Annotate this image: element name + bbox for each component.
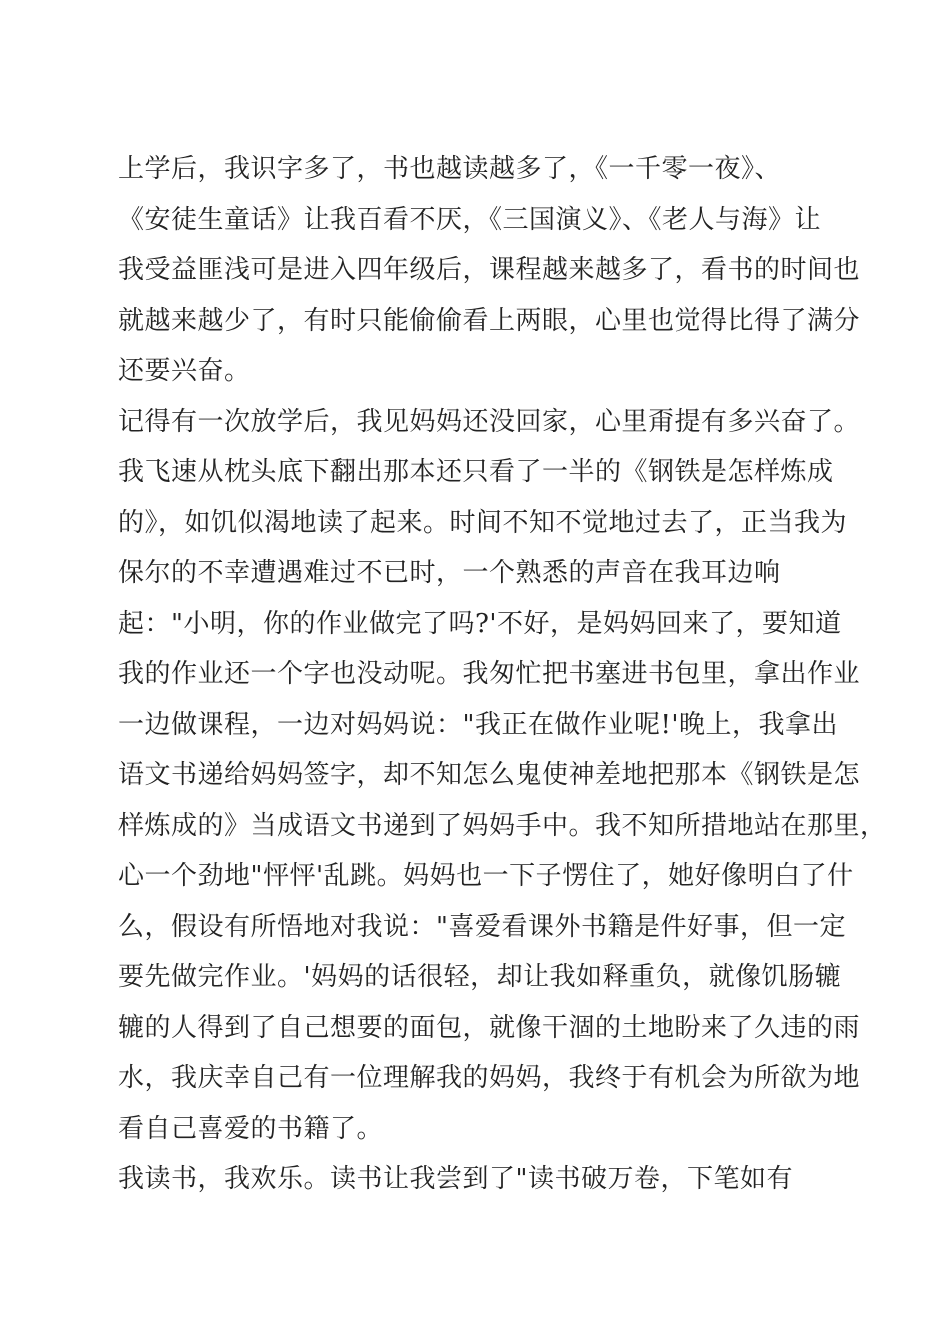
text-line: 语文书递给妈妈签字，却不知怎么鬼使神差地把那本《钢铁是怎 [118,760,861,790]
text-line: 记得有一次放学后，我见妈妈还没回家，心里甭提有多兴奋了。 [118,406,861,437]
text-line: 就越来越少了，有时只能偷偷看上两眼，心里也觉得比得了满分 [118,305,861,336]
text-line: 样炼成的》当成语文书递到了妈妈手中。我不知所措地站在那里， [118,810,887,841]
text-line: 一边做课程，一边对妈妈说："我正在做作业呢!'晚上，我拿出 [118,709,839,740]
body-text [118,150,887,1211]
text-line: 上学后，我识字多了，书也越读越多了，《一千零一夜》、 [118,154,782,184]
text-line: 我受益匪浅可是进入四年级后，课程越来越多了，看书的时间也 [118,255,861,285]
text-line: 我飞速从枕头底下翻出那本还只看了一半的《钢铁是怎样炼成 [118,457,834,487]
text-line: 心一个劲地"怦怦'乱跳。妈妈也一下子愣住了，她好像明白了什 [118,861,854,891]
text-line: 我的作业还一个字也没动呢。我匆忙把书塞进书包里，拿出作业 [118,659,861,689]
text-line: 保尔的不幸遭遇难过不已时，一个熟悉的声音在我耳边响 [118,558,781,588]
text-line: 还要兴奋。 [118,356,251,386]
text-line: 水，我庆幸自己有一位理解我的妈妈，我终于有机会为所欲为地 [118,1063,861,1093]
text-line: 辘的人得到了自己想要的面包，就像干涸的土地盼来了久违的雨 [118,1012,861,1043]
text-line: 起："小明，你的作业做完了吗?'不好，是妈妈回来了，要知道 [118,608,842,639]
text-line: 要先做完作业。'妈妈的话很轻，却让我如释重负，就像饥肠辘 [118,962,842,992]
text-line: 看自己喜爱的书籍了。 [118,1113,384,1144]
text-line: 么，假设有所悟地对我说："喜爱看课外书籍是件好事，但一定 [118,911,846,942]
text-line: 的》，如饥似渴地读了起来。时间不知不觉地过去了，正当我为 [118,507,848,538]
text-line: 我读书，我欢乐。读书让我尝到了"读书破万卷，下笔如有 [118,1164,793,1194]
text-line: 《安徒生童话》让我百看不厌，《三国演义》、《老人与海》让 [118,204,822,235]
